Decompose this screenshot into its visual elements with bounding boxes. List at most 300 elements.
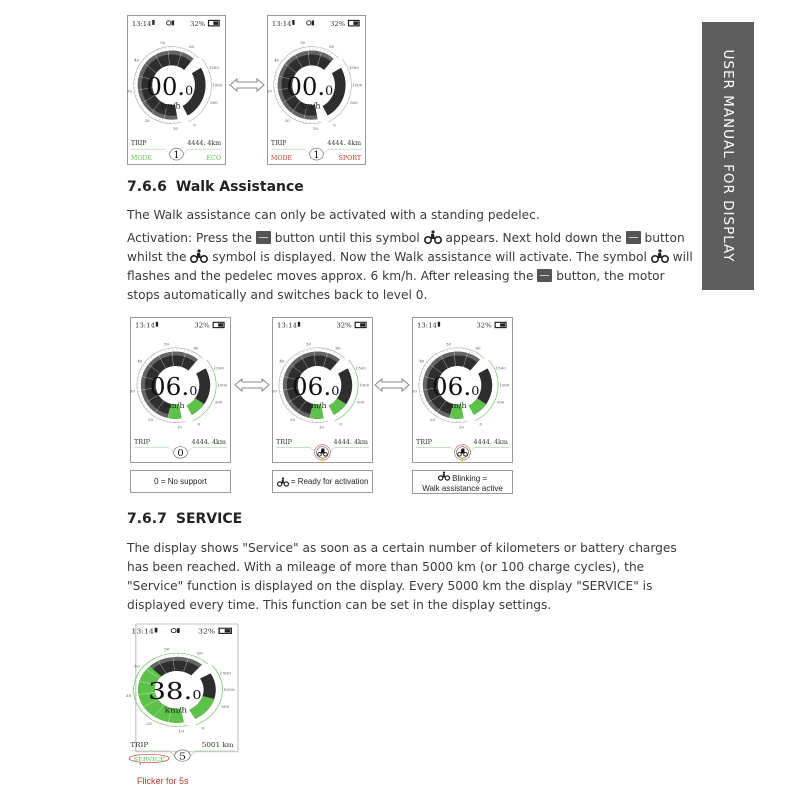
scale-tick bbox=[143, 108, 145, 110]
display-screen bbox=[128, 16, 225, 164]
display-screen bbox=[413, 318, 512, 462]
power-tick-label: 0 bbox=[333, 122, 336, 128]
speed-tick-label: 10 bbox=[312, 125, 318, 131]
speed-tick-label: 60 bbox=[189, 44, 195, 50]
speed-unit: km/h bbox=[306, 401, 327, 411]
speed-tick-label: 10 bbox=[318, 424, 324, 430]
scale-tick bbox=[154, 354, 155, 356]
scale-tick bbox=[195, 353, 196, 355]
scale-tick bbox=[275, 95, 277, 96]
scale-tick bbox=[138, 68, 140, 69]
scale-tick bbox=[154, 719, 155, 721]
assist-level: 1 bbox=[173, 150, 180, 162]
speed-tick-label: 20 bbox=[144, 118, 150, 124]
scale-tick bbox=[292, 116, 293, 118]
scale-tick bbox=[152, 413, 154, 415]
scale-tick bbox=[297, 415, 298, 417]
scale-tick bbox=[180, 48, 181, 50]
light-icon bbox=[171, 629, 176, 633]
power-tick-label: 500 bbox=[210, 99, 218, 105]
scale-tick bbox=[141, 709, 143, 710]
scale-tick bbox=[284, 58, 286, 60]
display-screen bbox=[131, 318, 230, 462]
light-icon bbox=[167, 21, 171, 25]
scale-tick bbox=[148, 113, 149, 115]
speed-tick-label: 60 bbox=[335, 345, 341, 351]
scale-tick bbox=[283, 369, 285, 370]
power-tick-label: 500 bbox=[214, 399, 223, 405]
power-tick-label: 1000 bbox=[212, 82, 223, 88]
scale-tick bbox=[285, 365, 287, 366]
mode-value: ECO bbox=[206, 155, 222, 163]
scale-tick bbox=[337, 353, 338, 355]
scale-tick bbox=[137, 703, 140, 704]
scale-tick bbox=[280, 65, 282, 66]
speed-tick-label: 30 bbox=[266, 88, 272, 94]
speed-decimal: 0 bbox=[192, 689, 202, 703]
scale-tick bbox=[436, 354, 437, 356]
scale-tick bbox=[288, 113, 289, 115]
speed-tick-label: 50 bbox=[163, 647, 170, 652]
scale-tick bbox=[290, 359, 292, 361]
speed-unit: km/h bbox=[164, 401, 185, 411]
scale-tick bbox=[439, 352, 440, 354]
trip-label: TRIP bbox=[130, 140, 147, 148]
speed-decimal: 0 bbox=[331, 382, 340, 398]
scale-tick bbox=[307, 349, 308, 351]
speed-tick-label: 40 bbox=[137, 358, 143, 364]
double-arrow-icon bbox=[234, 378, 270, 392]
walk-assist-text bbox=[127, 206, 697, 309]
scale-tick bbox=[193, 55, 194, 57]
scale-tick bbox=[150, 53, 151, 55]
speed-tick-label: 50 bbox=[445, 341, 452, 347]
speed-tick-label: 10 bbox=[172, 125, 178, 131]
minus-button-icon bbox=[256, 231, 271, 244]
scale-tick bbox=[140, 670, 142, 671]
scale-tick bbox=[283, 402, 285, 403]
trip-value: 4444. 4km bbox=[333, 438, 369, 446]
scale-tick bbox=[423, 402, 425, 403]
scale-tick bbox=[188, 350, 189, 352]
scale-tick bbox=[294, 51, 295, 53]
scale-tick bbox=[444, 418, 445, 420]
power-tick-label: 1500 bbox=[213, 365, 224, 371]
scale-tick bbox=[146, 408, 148, 410]
scale-tick bbox=[165, 655, 166, 657]
display-walk-no-support bbox=[130, 317, 231, 463]
scale-tick bbox=[144, 712, 146, 714]
scale-tick bbox=[425, 365, 427, 366]
flicker-caption: Flicker for 5s bbox=[137, 776, 189, 786]
clock-time: 13:14 bbox=[276, 321, 297, 330]
speed-tick-label: 20 bbox=[430, 417, 436, 423]
scale-tick bbox=[280, 395, 282, 396]
scale-tick bbox=[324, 49, 325, 51]
double-arrow-icon bbox=[229, 78, 265, 92]
double-arrow-icon bbox=[374, 378, 410, 392]
trip-label: TRIP bbox=[130, 741, 149, 749]
light-icon-bar bbox=[177, 628, 180, 633]
power-tick-label: 0 bbox=[201, 725, 205, 731]
battery-percent: 32% bbox=[194, 321, 210, 330]
scale-tick bbox=[283, 108, 285, 110]
scale-tick bbox=[276, 72, 278, 73]
scale-tick bbox=[184, 349, 185, 351]
scale-tick bbox=[320, 48, 321, 50]
service-label: SERVICE bbox=[133, 756, 165, 763]
scale-tick bbox=[421, 372, 423, 373]
speed-tick-label: 60 bbox=[329, 44, 335, 50]
speed-tick-label: 30 bbox=[129, 388, 135, 394]
clock-time: 13:14 bbox=[131, 627, 154, 636]
scale-tick bbox=[184, 49, 185, 51]
scale-tick bbox=[141, 369, 143, 370]
scale-tick bbox=[278, 68, 280, 69]
mode-label: MODE bbox=[130, 155, 153, 163]
scale-tick bbox=[441, 417, 442, 419]
scale-tick bbox=[477, 353, 478, 355]
speed-value: 06. bbox=[431, 372, 472, 401]
scale-tick bbox=[280, 105, 282, 106]
speed-tick-label: 20 bbox=[148, 417, 154, 423]
speed-value: 38. bbox=[148, 678, 193, 706]
speed-value: 06. bbox=[149, 372, 190, 401]
scale-tick bbox=[149, 410, 151, 412]
scale-tick bbox=[291, 410, 293, 412]
scale-tick bbox=[138, 674, 140, 675]
scale-tick bbox=[275, 76, 277, 77]
battery-percent: 32% bbox=[476, 321, 492, 330]
scale-tick bbox=[151, 357, 153, 359]
light-icon-bar bbox=[172, 20, 174, 25]
scale-tick bbox=[420, 395, 422, 396]
display-screen bbox=[268, 16, 365, 164]
scale-tick bbox=[148, 359, 150, 361]
service-text bbox=[127, 539, 682, 619]
scale-tick bbox=[304, 418, 305, 420]
scale-tick bbox=[187, 50, 188, 52]
trip-label: TRIP bbox=[270, 140, 287, 148]
power-tick-label: 500 bbox=[221, 704, 230, 709]
power-tick-label: 0 bbox=[197, 421, 201, 427]
scale-tick bbox=[434, 413, 436, 415]
scale-tick bbox=[278, 102, 280, 103]
scale-tick bbox=[299, 119, 300, 121]
scale-tick bbox=[433, 357, 435, 359]
scale-tick bbox=[301, 417, 302, 419]
scale-tick bbox=[333, 55, 334, 57]
scale-tick bbox=[147, 714, 149, 716]
paragraph: The Walk assistance can only be activated with a standing pedelec. bbox=[127, 208, 540, 222]
assist-level: 5 bbox=[178, 751, 187, 763]
scale-tick bbox=[150, 717, 152, 719]
scale-tick bbox=[426, 405, 428, 406]
speed-tick-label: 10 bbox=[178, 728, 185, 734]
scale-tick bbox=[140, 65, 142, 66]
section-heading-766: 7.6.6 Walk Assistance bbox=[127, 179, 304, 195]
speed-decimal: 0 bbox=[189, 382, 198, 398]
scale-tick bbox=[466, 349, 467, 351]
speed-unit: km/h bbox=[160, 101, 181, 111]
speed-decimal: 0 bbox=[325, 82, 334, 98]
speed-decimal: 0 bbox=[185, 82, 194, 98]
scale-tick bbox=[287, 56, 289, 58]
battery-level bbox=[353, 21, 358, 24]
scale-tick bbox=[138, 395, 140, 396]
speed-tick-label: 40 bbox=[134, 57, 140, 63]
scale-tick bbox=[135, 95, 137, 96]
power-tick-label: 500 bbox=[496, 399, 505, 405]
scale-tick bbox=[330, 350, 331, 352]
scale-tick bbox=[155, 415, 156, 417]
scale-tick bbox=[139, 372, 141, 373]
power-tick-label: 1000 bbox=[499, 382, 510, 388]
speed-tick-label: 60 bbox=[193, 345, 199, 351]
scale-tick bbox=[277, 99, 279, 100]
scale-tick bbox=[428, 408, 430, 410]
clock-time: 13:14 bbox=[271, 19, 292, 28]
scale-tick bbox=[137, 99, 139, 100]
scale-tick bbox=[157, 352, 158, 354]
scale-tick bbox=[154, 51, 155, 53]
scale-tick bbox=[288, 408, 290, 410]
display-eco bbox=[127, 15, 226, 165]
speed-tick-label: 50 bbox=[300, 40, 306, 46]
display-screen bbox=[127, 624, 238, 765]
power-tick-label: 1500 bbox=[219, 671, 231, 676]
scale-tick bbox=[138, 102, 140, 103]
speed-tick-label: 40 bbox=[419, 358, 425, 364]
usb-plug-icon bbox=[438, 322, 440, 327]
scale-tick bbox=[420, 376, 422, 377]
speed-tick-label: 30 bbox=[125, 693, 132, 698]
scale-tick bbox=[145, 111, 147, 113]
trip-value: 4444. 4km bbox=[327, 140, 362, 148]
battery-level bbox=[360, 323, 365, 326]
scale-tick bbox=[149, 662, 151, 664]
trip-label: TRIP bbox=[275, 438, 292, 446]
trip-value: 4444. 4km bbox=[191, 438, 227, 446]
battery-level bbox=[500, 323, 505, 326]
display-sport bbox=[267, 15, 366, 165]
scale-tick bbox=[447, 349, 448, 351]
scale-tick bbox=[195, 657, 196, 659]
display-walk-ready bbox=[272, 317, 373, 463]
display-walk-active bbox=[412, 317, 513, 463]
speed-tick-label: 50 bbox=[163, 341, 170, 347]
scale-tick bbox=[157, 657, 158, 659]
clock-time: 13:14 bbox=[416, 321, 437, 330]
scale-tick bbox=[138, 376, 140, 377]
scale-tick bbox=[161, 350, 162, 352]
power-tick-label: 500 bbox=[356, 399, 365, 405]
scale-tick bbox=[299, 352, 300, 354]
speed-tick-label: 50 bbox=[160, 40, 166, 46]
usb-plug-icon bbox=[298, 322, 300, 327]
battery-level bbox=[213, 21, 218, 24]
speed-tick-label: 40 bbox=[134, 663, 140, 669]
trip-label: TRIP bbox=[415, 438, 432, 446]
scale-tick bbox=[155, 117, 156, 119]
minus-button-icon bbox=[626, 231, 641, 244]
side-tab bbox=[702, 22, 754, 290]
scale-tick bbox=[162, 120, 163, 122]
scale-tick bbox=[296, 354, 297, 356]
scale-tick bbox=[431, 410, 433, 412]
paragraph: The display shows "Service" as soon as a certain number of kilometers or battery charges has been reached. With a mileage of more than 5000 km (or 100 charge cycles), the "Service" function is displayed on the display. Every 5000 km the display "SERVICE" is displayed every time. This function can be set in the display settings. bbox=[127, 541, 677, 612]
scale-tick bbox=[140, 398, 142, 399]
section-heading-767: 7.6.7 SERVICE bbox=[127, 511, 243, 527]
speed-tick-label: 10 bbox=[458, 424, 464, 430]
scale-tick bbox=[162, 722, 163, 724]
scale-tick bbox=[191, 352, 192, 354]
scale-tick bbox=[297, 49, 298, 51]
assist-level: 0 bbox=[177, 448, 184, 460]
scale-tick bbox=[143, 365, 145, 366]
speed-tick-label: 20 bbox=[284, 118, 290, 124]
battery-level bbox=[225, 629, 231, 632]
scale-tick bbox=[282, 398, 284, 399]
scale-tick bbox=[146, 664, 148, 666]
power-tick-label: 1500 bbox=[348, 65, 359, 71]
scale-tick bbox=[295, 117, 296, 119]
walk-bike-icon bbox=[651, 249, 669, 263]
scale-tick bbox=[143, 667, 145, 668]
scale-tick bbox=[286, 405, 288, 406]
speed-tick-label: 60 bbox=[197, 651, 203, 656]
scale-tick bbox=[470, 350, 471, 352]
scale-tick bbox=[280, 376, 282, 377]
light-icon bbox=[307, 21, 311, 25]
scale-tick bbox=[187, 654, 188, 656]
scale-tick bbox=[287, 362, 289, 363]
scale-tick bbox=[144, 405, 146, 406]
usb-plug-icon bbox=[152, 20, 154, 25]
walk-bike-icon bbox=[424, 230, 442, 244]
display-service bbox=[127, 624, 238, 765]
scale-tick bbox=[448, 419, 449, 421]
scale-tick bbox=[301, 48, 302, 50]
caption-active: Blinking = Walk assistance active bbox=[412, 470, 513, 494]
speed-tick-label: 50 bbox=[305, 341, 312, 347]
power-tick-label: 500 bbox=[350, 99, 358, 105]
scale-tick bbox=[326, 349, 327, 351]
scale-tick bbox=[144, 58, 146, 60]
scale-tick bbox=[290, 53, 291, 55]
scale-tick bbox=[153, 659, 155, 661]
trip-label: TRIP bbox=[133, 438, 150, 446]
scale-tick bbox=[294, 413, 296, 415]
scale-tick bbox=[282, 61, 284, 63]
scale-tick bbox=[136, 677, 139, 678]
power-tick-label: 1500 bbox=[355, 365, 366, 371]
usb-plug-icon bbox=[156, 322, 158, 327]
scale-tick bbox=[139, 706, 141, 707]
scale-tick bbox=[423, 369, 425, 370]
scale-tick bbox=[135, 76, 137, 77]
speed-value: 06. bbox=[291, 372, 332, 401]
usb-plug-icon bbox=[155, 628, 158, 633]
caption-no-support: 0 = No support bbox=[130, 470, 231, 493]
scale-tick bbox=[165, 349, 166, 351]
scale-tick bbox=[327, 50, 328, 52]
power-tick-label: 1500 bbox=[495, 365, 506, 371]
scale-tick bbox=[303, 350, 304, 352]
scale-tick bbox=[333, 352, 334, 354]
scale-tick bbox=[157, 49, 158, 51]
usb-plug-icon bbox=[292, 20, 294, 25]
walk-bike-icon bbox=[190, 249, 208, 263]
trip-value: 4444. 4km bbox=[473, 438, 509, 446]
scale-tick bbox=[302, 120, 303, 122]
mode-value: SPORT bbox=[338, 155, 362, 163]
speed-tick-label: 40 bbox=[274, 57, 280, 63]
scale-tick bbox=[293, 357, 295, 359]
power-tick-label: 0 bbox=[339, 421, 343, 427]
clock-time: 13:14 bbox=[131, 19, 152, 28]
power-tick-label: 1000 bbox=[352, 82, 363, 88]
walk-bike-icon bbox=[277, 477, 289, 487]
battery-percent: 32% bbox=[336, 321, 352, 330]
power-tick-label: 1000 bbox=[359, 382, 370, 388]
battery-percent: 32% bbox=[198, 627, 216, 636]
speed-tick-label: 20 bbox=[290, 417, 296, 423]
speed-value: 00. bbox=[146, 71, 186, 101]
scale-tick bbox=[473, 352, 474, 354]
scale-tick bbox=[135, 681, 138, 682]
scale-tick bbox=[159, 119, 160, 121]
battery-level bbox=[218, 323, 223, 326]
mode-label: MODE bbox=[270, 155, 293, 163]
speed-value: 00. bbox=[286, 71, 326, 101]
power-tick-label: 1500 bbox=[208, 65, 219, 71]
scale-tick bbox=[158, 721, 159, 723]
speed-tick-label: 40 bbox=[279, 358, 285, 364]
scale-tick bbox=[159, 417, 160, 419]
scale-tick bbox=[190, 52, 191, 54]
speed-unit: km/h bbox=[164, 705, 188, 715]
scale-tick bbox=[308, 419, 309, 421]
speed-tick-label: 20 bbox=[146, 721, 152, 727]
side-tab-label: USER MANUAL FOR DISPLAY bbox=[720, 49, 736, 263]
trip-value: 5001 km bbox=[201, 741, 234, 749]
light-icon-bar bbox=[312, 20, 314, 25]
speed-tick-label: 10 bbox=[176, 424, 182, 430]
display-screen bbox=[273, 318, 372, 462]
battery-percent: 32% bbox=[330, 19, 346, 28]
scale-tick bbox=[480, 356, 482, 358]
scale-tick bbox=[162, 418, 163, 420]
speed-unit: km/h bbox=[446, 401, 467, 411]
scale-tick bbox=[145, 362, 147, 363]
speed-tick-label: 60 bbox=[475, 345, 481, 351]
walk-bike-icon bbox=[438, 471, 450, 481]
scale-tick bbox=[330, 52, 331, 54]
scale-tick bbox=[427, 362, 429, 363]
paragraph: Activation: Press the button until this symbol appears. Next hold down the button whilst the symbol is displayed. Now the Walk assistance will activate. The symbol will flashes and the pedelec moves approx. 6 km/h. After releasing the button, the motor stops automatically and switches back to level 0. bbox=[127, 231, 693, 302]
scale-tick bbox=[202, 661, 204, 663]
scale-tick bbox=[198, 356, 200, 358]
scale-tick bbox=[152, 116, 153, 118]
scale-tick bbox=[285, 111, 287, 113]
scale-tick bbox=[443, 350, 444, 352]
battery-percent: 32% bbox=[190, 19, 206, 28]
assist-level: 1 bbox=[313, 150, 320, 162]
scale-tick bbox=[198, 659, 199, 661]
scale-tick bbox=[161, 48, 162, 50]
scale-tick bbox=[166, 723, 167, 725]
